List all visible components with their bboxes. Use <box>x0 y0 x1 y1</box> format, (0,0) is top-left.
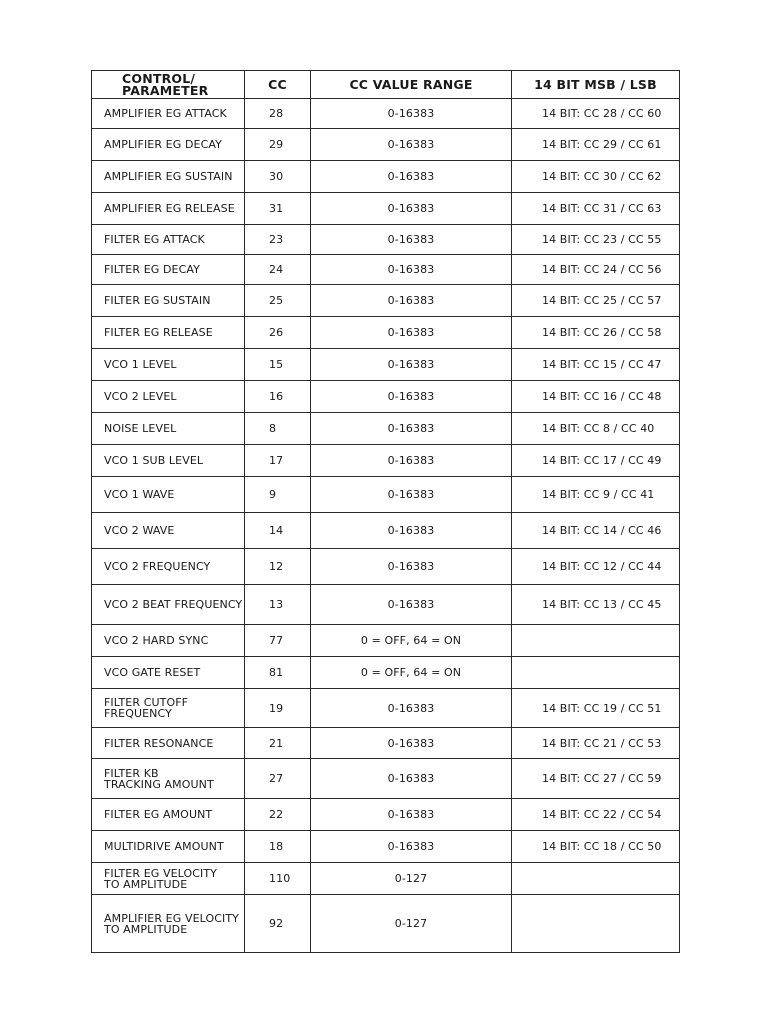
table-row <box>92 161 680 193</box>
cell-cc: 16 <box>245 381 311 413</box>
table-row <box>92 99 680 129</box>
cell-14-bit: 14 BIT: CC 25 / CC 57 <box>512 285 680 317</box>
cell-parameter <box>92 225 245 255</box>
cell-cc: 81 <box>245 657 311 689</box>
cell-parameter <box>92 728 245 759</box>
cell-14-bit <box>512 863 680 895</box>
cell-14-bit: 14 BIT: CC 14 / CC 46 <box>512 513 680 549</box>
cell-parameter <box>92 285 245 317</box>
table-row <box>92 513 680 549</box>
cell-cc: 25 <box>245 285 311 317</box>
cell-14-bit: 14 BIT: CC 27 / CC 59 <box>512 759 680 799</box>
table-row <box>92 728 680 759</box>
parameter-label: FILTER CUTOFF FREQUENCY <box>104 696 189 720</box>
parameter-label: VCO 2 LEVEL <box>104 390 177 403</box>
cell-value-range: 0-16383 <box>311 99 512 129</box>
cell-value-range: 0-16383 <box>311 689 512 728</box>
cell-value-range: 0-16383 <box>311 831 512 863</box>
header-cc-value-range: CC VALUE RANGE <box>311 71 512 99</box>
header-cc: CC <box>245 71 311 99</box>
cell-value-range: 0-16383 <box>311 317 512 349</box>
parameter-label: VCO 1 LEVEL <box>104 358 177 371</box>
cell-cc: 14 <box>245 513 311 549</box>
cell-value-range: 0-16383 <box>311 445 512 477</box>
cell-14-bit <box>512 625 680 657</box>
cell-14-bit: 14 BIT: CC 21 / CC 53 <box>512 728 680 759</box>
cell-value-range: 0-16383 <box>311 349 512 381</box>
cell-parameter <box>92 759 245 799</box>
cell-parameter <box>92 161 245 193</box>
table-row <box>92 349 680 381</box>
cell-14-bit: 14 BIT: CC 12 / CC 44 <box>512 549 680 585</box>
table-row <box>92 477 680 513</box>
cell-value-range: 0-16383 <box>311 799 512 831</box>
cell-parameter <box>92 831 245 863</box>
cell-parameter <box>92 477 245 513</box>
table-row <box>92 129 680 161</box>
cell-cc: 92 <box>245 895 311 953</box>
table-row <box>92 193 680 225</box>
parameter-label: VCO 2 HARD SYNC <box>104 634 209 647</box>
table-row <box>92 759 680 799</box>
midi-cc-table <box>91 70 680 953</box>
cell-14-bit: 14 BIT: CC 26 / CC 58 <box>512 317 680 349</box>
parameter-label: MULTIDRIVE AMOUNT <box>104 840 224 853</box>
cell-value-range: 0-16383 <box>311 728 512 759</box>
cell-parameter <box>92 317 245 349</box>
parameter-label: NOISE LEVEL <box>104 422 177 435</box>
table-row <box>92 689 680 728</box>
cell-cc: 22 <box>245 799 311 831</box>
cell-parameter <box>92 129 245 161</box>
cell-14-bit: 14 BIT: CC 29 / CC 61 <box>512 129 680 161</box>
parameter-label: AMPLIFIER EG ATTACK <box>104 107 227 120</box>
cell-cc: 24 <box>245 255 311 285</box>
cell-parameter <box>92 445 245 477</box>
cell-cc: 13 <box>245 585 311 625</box>
cell-parameter <box>92 799 245 831</box>
cell-14-bit: 14 BIT: CC 16 / CC 48 <box>512 381 680 413</box>
cell-14-bit: 14 BIT: CC 13 / CC 45 <box>512 585 680 625</box>
parameter-label: AMPLIFIER EG RELEASE <box>104 202 235 215</box>
cell-parameter <box>92 381 245 413</box>
table-row <box>92 317 680 349</box>
table-row <box>92 625 680 657</box>
parameter-label: AMPLIFIER EG VELOCITY TO AMPLITUDE <box>104 911 239 936</box>
parameter-label: FILTER EG VELOCITY TO AMPLITUDE <box>104 866 217 891</box>
cell-value-range: 0-127 <box>311 863 512 895</box>
cell-value-range: 0-16383 <box>311 513 512 549</box>
cell-parameter <box>92 585 245 625</box>
cell-parameter <box>92 349 245 381</box>
cell-value-range: 0-127 <box>311 895 512 953</box>
cell-value-range: 0-16383 <box>311 255 512 285</box>
header-14-bit-msb-lsb: 14 BIT MSB / LSB <box>512 71 680 99</box>
table-row <box>92 799 680 831</box>
cell-14-bit <box>512 657 680 689</box>
parameter-label: FILTER EG ATTACK <box>104 233 205 246</box>
cell-value-range: 0-16383 <box>311 225 512 255</box>
cell-cc: 23 <box>245 225 311 255</box>
cell-cc: 31 <box>245 193 311 225</box>
parameter-label: VCO 2 FREQUENCY <box>104 560 211 573</box>
table-row <box>92 895 680 953</box>
cell-cc: 12 <box>245 549 311 585</box>
table-body <box>92 99 680 953</box>
cell-parameter <box>92 625 245 657</box>
cell-14-bit <box>512 895 680 953</box>
cell-parameter <box>92 689 245 728</box>
cell-14-bit: 14 BIT: CC 23 / CC 55 <box>512 225 680 255</box>
table-row <box>92 549 680 585</box>
cell-value-range: 0-16383 <box>311 585 512 625</box>
cell-parameter <box>92 863 245 895</box>
table-row <box>92 413 680 445</box>
parameter-label: AMPLIFIER EG SUSTAIN <box>104 170 233 183</box>
parameter-label: FILTER RESONANCE <box>104 736 214 750</box>
cell-parameter <box>92 513 245 549</box>
cell-cc: 19 <box>245 689 311 728</box>
cell-14-bit: 14 BIT: CC 31 / CC 63 <box>512 193 680 225</box>
cell-14-bit: 14 BIT: CC 22 / CC 54 <box>512 799 680 831</box>
cell-cc: 17 <box>245 445 311 477</box>
cell-value-range: 0-16383 <box>311 285 512 317</box>
cell-value-range: 0-16383 <box>311 161 512 193</box>
cell-value-range: 0-16383 <box>311 477 512 513</box>
cell-parameter <box>92 255 245 285</box>
cell-cc: 110 <box>245 863 311 895</box>
header-row <box>92 71 680 99</box>
parameter-label: FILTER EG SUSTAIN <box>104 294 211 307</box>
cell-value-range: 0-16383 <box>311 413 512 445</box>
table-row <box>92 255 680 285</box>
cell-14-bit: 14 BIT: CC 24 / CC 56 <box>512 255 680 285</box>
cell-14-bit: 14 BIT: CC 18 / CC 50 <box>512 831 680 863</box>
cell-14-bit: 14 BIT: CC 8 / CC 40 <box>512 413 680 445</box>
cell-value-range: 0-16383 <box>311 549 512 585</box>
cell-14-bit: 14 BIT: CC 28 / CC 60 <box>512 99 680 129</box>
cell-cc: 15 <box>245 349 311 381</box>
parameter-label: VCO 1 SUB LEVEL <box>104 454 204 467</box>
cell-14-bit: 14 BIT: CC 9 / CC 41 <box>512 477 680 513</box>
cell-value-range: 0-16383 <box>311 129 512 161</box>
cell-cc: 21 <box>245 728 311 759</box>
cell-value-range: 0 = OFF, 64 = ON <box>311 657 512 689</box>
parameter-label: FILTER KB TRACKING AMOUNT <box>104 766 214 791</box>
table-row <box>92 831 680 863</box>
table-row <box>92 381 680 413</box>
cell-14-bit: 14 BIT: CC 17 / CC 49 <box>512 445 680 477</box>
cell-cc: 26 <box>245 317 311 349</box>
cell-cc: 28 <box>245 99 311 129</box>
parameter-label: FILTER EG RELEASE <box>104 326 213 339</box>
cell-parameter <box>92 549 245 585</box>
cell-14-bit: 14 BIT: CC 30 / CC 62 <box>512 161 680 193</box>
parameter-label: FILTER EG DECAY <box>104 263 200 276</box>
cell-14-bit: 14 BIT: CC 19 / CC 51 <box>512 689 680 728</box>
table-row <box>92 225 680 255</box>
parameter-label: VCO 2 BEAT FREQUENCY <box>104 598 243 611</box>
header-control-parameter: CONTROL/ PARAMETER <box>92 71 245 99</box>
cell-value-range: 0-16383 <box>311 759 512 799</box>
cell-cc: 18 <box>245 831 311 863</box>
table-row <box>92 445 680 477</box>
cell-cc: 30 <box>245 161 311 193</box>
cell-parameter <box>92 193 245 225</box>
parameter-label: AMPLIFIER EG DECAY <box>104 138 222 151</box>
cell-cc: 9 <box>245 477 311 513</box>
parameter-label: VCO GATE RESET <box>104 666 201 679</box>
cell-parameter <box>92 413 245 445</box>
cell-value-range: 0-16383 <box>311 193 512 225</box>
table-row <box>92 657 680 689</box>
table-row <box>92 863 680 895</box>
cell-value-range: 0 = OFF, 64 = ON <box>311 625 512 657</box>
cell-parameter <box>92 895 245 953</box>
parameter-label: VCO 1 WAVE <box>104 488 175 501</box>
cell-parameter <box>92 99 245 129</box>
cell-value-range: 0-16383 <box>311 381 512 413</box>
parameter-label: FILTER EG AMOUNT <box>104 808 213 821</box>
cell-cc: 8 <box>245 413 311 445</box>
table-row <box>92 585 680 625</box>
cell-cc: 27 <box>245 759 311 799</box>
cell-cc: 77 <box>245 625 311 657</box>
parameter-label: VCO 2 WAVE <box>104 524 175 537</box>
table-row <box>92 285 680 317</box>
cell-14-bit: 14 BIT: CC 15 / CC 47 <box>512 349 680 381</box>
cell-cc: 29 <box>245 129 311 161</box>
cell-parameter <box>92 657 245 689</box>
